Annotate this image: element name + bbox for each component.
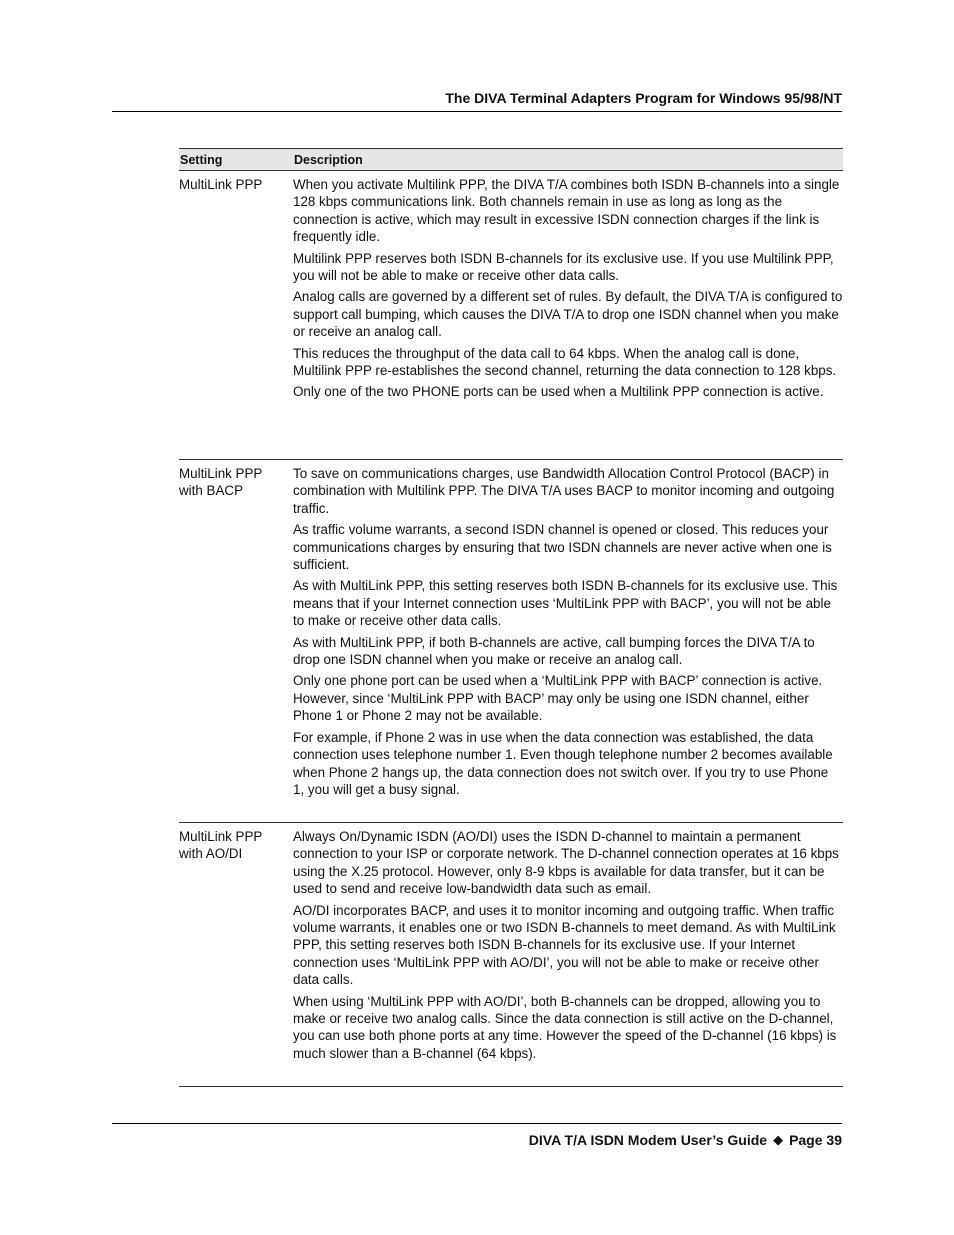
setting-name: MultiLink PPP (179, 466, 263, 481)
setting-cell (179, 176, 293, 459)
column-header-setting: Setting (180, 152, 223, 167)
description-paragraph: For example, if Phone 2 was in use when the data connection was established, the data connection uses telephone number 1. Even though telephone number 2 becomes available when Phone 2 hangs up, the data connection does not switch over. If you try to use Phone 1, you will get a busy signal. (293, 729, 833, 797)
page-number: Page 39 (789, 1132, 842, 1148)
description-paragraph: Analog calls are governed by a different set of rules. By default, the DIVA T/A is configured to support call bumping, which causes the DIVA T/A to drop one ISDN channel when you make or receive an analog call. (293, 289, 843, 340)
description-cell (293, 465, 843, 822)
guide-title: DIVA T/A ISDN Modem User’s Guide (528, 1132, 768, 1148)
description-paragraph: Always On/Dynamic ISDN (AO/DI) uses the ISDN D-channel to maintain a permanent connection to your ISP or corporate network. The D-channel connection operates at 16 kbps using the X.25 protocol. However, only 8-9 kbps is available for data transfer, but it can be used to send and receive low-bandwidth data such as email. (293, 829, 839, 897)
setting-name: MultiLink PPP (179, 829, 263, 844)
description-paragraph: When using ‘MultiLink PPP with AO/DI’, both B-channels can be dropped, allowing you to make or receive two analog calls. Since the data connection is still active on the D-channel, you can use both phone ports at any time. However the speed of the D-channel (16 kbps) is much slower than a B-channel (64 kbps). (293, 993, 837, 1061)
description-paragraph: As with MultiLink PPP, this setting reserves both ISDN B-channels for its exclusive use. This means that if your Internet connection uses ‘MultiLink PPP with BACP’, you will not be able to make or receive other data calls. (293, 578, 838, 629)
description-paragraph: Only one phone port can be used when a ‘MultiLink PPP with BACP’ connection is active. However, since ‘MultiLink PPP with BACP’ may only be using one ISDN channel, either Phone 1 or Phone 2 may not be available. (293, 673, 823, 724)
running-header: The DIVA Terminal Adapters Program for Windows 95/98/NT (445, 90, 842, 106)
description-paragraph: Multilink PPP reserves both ISDN B-channels for its exclusive use. If you use Multilink PPP, you will not be able to make or receive other data calls. (293, 250, 834, 284)
description-cell (293, 176, 843, 459)
setting-name: MultiLink PPP (179, 177, 263, 192)
description-paragraph: This reduces the throughput of the data call to 64 kbps. When the analog call is done, Multilink PPP re-establishes the second channel, returning the data connection to 128 kbps. (293, 345, 837, 379)
running-footer (112, 1132, 842, 1149)
setting-name-line-2: with BACP (179, 483, 243, 499)
settings-table (179, 148, 843, 1087)
diamond-separator-icon: ◆ (773, 1132, 784, 1147)
setting-cell (179, 465, 293, 822)
header-rule (112, 111, 842, 112)
setting-name-line-2: with AO/DI (179, 846, 243, 862)
description-paragraph: As with MultiLink PPP, if both B-channels are active, call bumping forces the DIVA T/A to drop one ISDN channel when you make or receive an analog call. (293, 634, 815, 668)
table-row (179, 171, 843, 460)
description-paragraph: Only one of the two PHONE ports can be used when a Multilink PPP connection is active. (293, 384, 824, 400)
footer-rule (112, 1123, 842, 1124)
table-row (179, 823, 843, 1087)
description-cell (293, 828, 843, 1086)
description-paragraph: AO/DI incorporates BACP, and uses it to monitor incoming and outgoing traffic. When traffic volume warrants, it enables one or two ISDN B-channels to meet demand. As with MultiLink PPP, this setting reserves both ISDN B-channels for its exclusive use. If your Internet connection uses ‘MultiLink PPP with AO/DI’, you will not be able to make or receive other data calls. (293, 902, 836, 988)
description-paragraph: When you activate Multilink PPP, the DIVA T/A combines both ISDN B-channels into a single 128 kbps communications link. Both channels remain in use as long as long as the connection is active, which may result in excessive ISDN connection charges if the link is frequently idle. (293, 177, 840, 245)
setting-cell (179, 828, 293, 1086)
table-header-row (179, 148, 843, 171)
description-paragraph: To save on communications charges, use Bandwidth Allocation Control Protocol (BACP) in combination with Multilink PPP. The DIVA T/A uses BACP to monitor incoming and outgoing traffic. (293, 466, 835, 516)
column-header-description: Description (294, 152, 363, 167)
description-paragraph: As traffic volume warrants, a second ISDN channel is opened or closed. This reduces your communications charges by ensuring that two ISDN channels are never active when one is sufficient. (293, 522, 832, 573)
table-row (179, 460, 843, 823)
